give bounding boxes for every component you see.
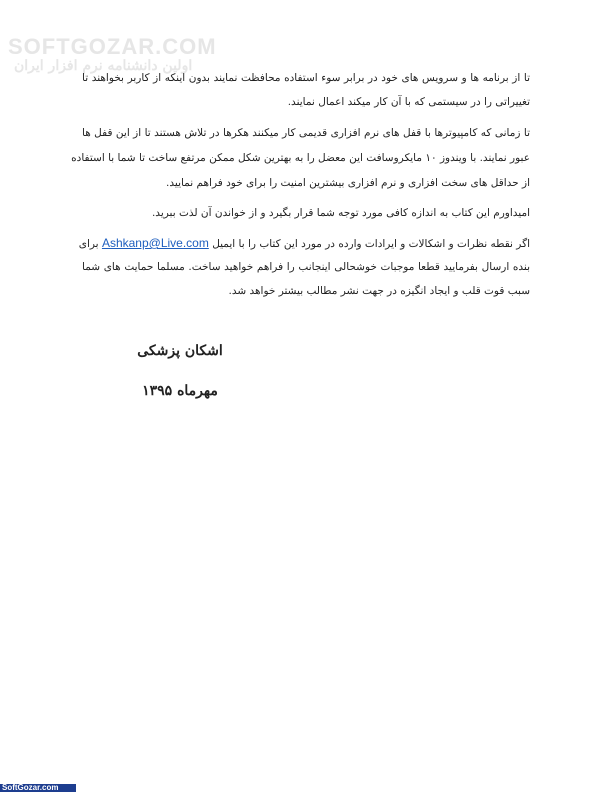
paragraph-4-suffix: برای [78, 238, 99, 250]
paragraph-1-line-2: تغییراتی را در سیستمی که با آن کار میکند اعمال نمایند. [287, 96, 530, 108]
paragraph-4-line-1 [78, 236, 530, 251]
paragraph-1-line-1: تا از برنامه ها و سرویس های خود در برابر سوء استفاده محافظت نمایند بدون اینکه از کاربر بخواهند تا [82, 72, 530, 84]
signature-name: اشکان پزشکی [137, 343, 223, 359]
paragraph-2-line-3: از حداقل های سخت افزاری و نرم افزاری بیشترین امنیت را برای خود فراهم نمایید. [166, 177, 530, 189]
watermark-subtitle: اولین دانشنامه نرم افزار ایران [14, 58, 193, 74]
paragraph-2-line-1: تا زمانی که کامپیوترها با قفل های نرم افزاری قدیمی کار میکنند هکرها در تلاش هستند تا از این قفل ها [82, 127, 530, 139]
softgozar-badge: SoftGozar.com [0, 784, 76, 792]
email-link[interactable]: Ashkanp@Live.com [101, 236, 209, 250]
paragraph-3-line-1: امیداورم این کتاب به اندازه کافی مورد توجه شما قرار بگیرد و از خواندن آن لذت ببرید. [151, 207, 530, 219]
paragraph-4-line-3: سبب قوت قلب و ایجاد انگیزه در جهت نشر مطالب بیشتر خواهد شد. [228, 285, 530, 297]
paragraph-4-line-2: بنده ارسال بفرمایید قطعا موجبات خوشحالی اینجانب را فراهم خواهید ساخت. مسلما حمایت های شما [82, 261, 530, 273]
signature-date: مهرماه ۱۳۹۵ [142, 383, 218, 399]
paragraph-2-line-2: عبور نمایند. با ویندوز ۱۰ مایکروسافت این معضل را به بهترین شکل ممکن مرتفع ساخت تا شما با استفاده [71, 152, 530, 164]
watermark-logo: SOFTGOZAR.COM [8, 34, 217, 59]
paragraph-4-text: اگر نقطه نظرات و اشکالات و ایرادات وارده در مورد این کتاب را با ایمیل [212, 238, 530, 250]
